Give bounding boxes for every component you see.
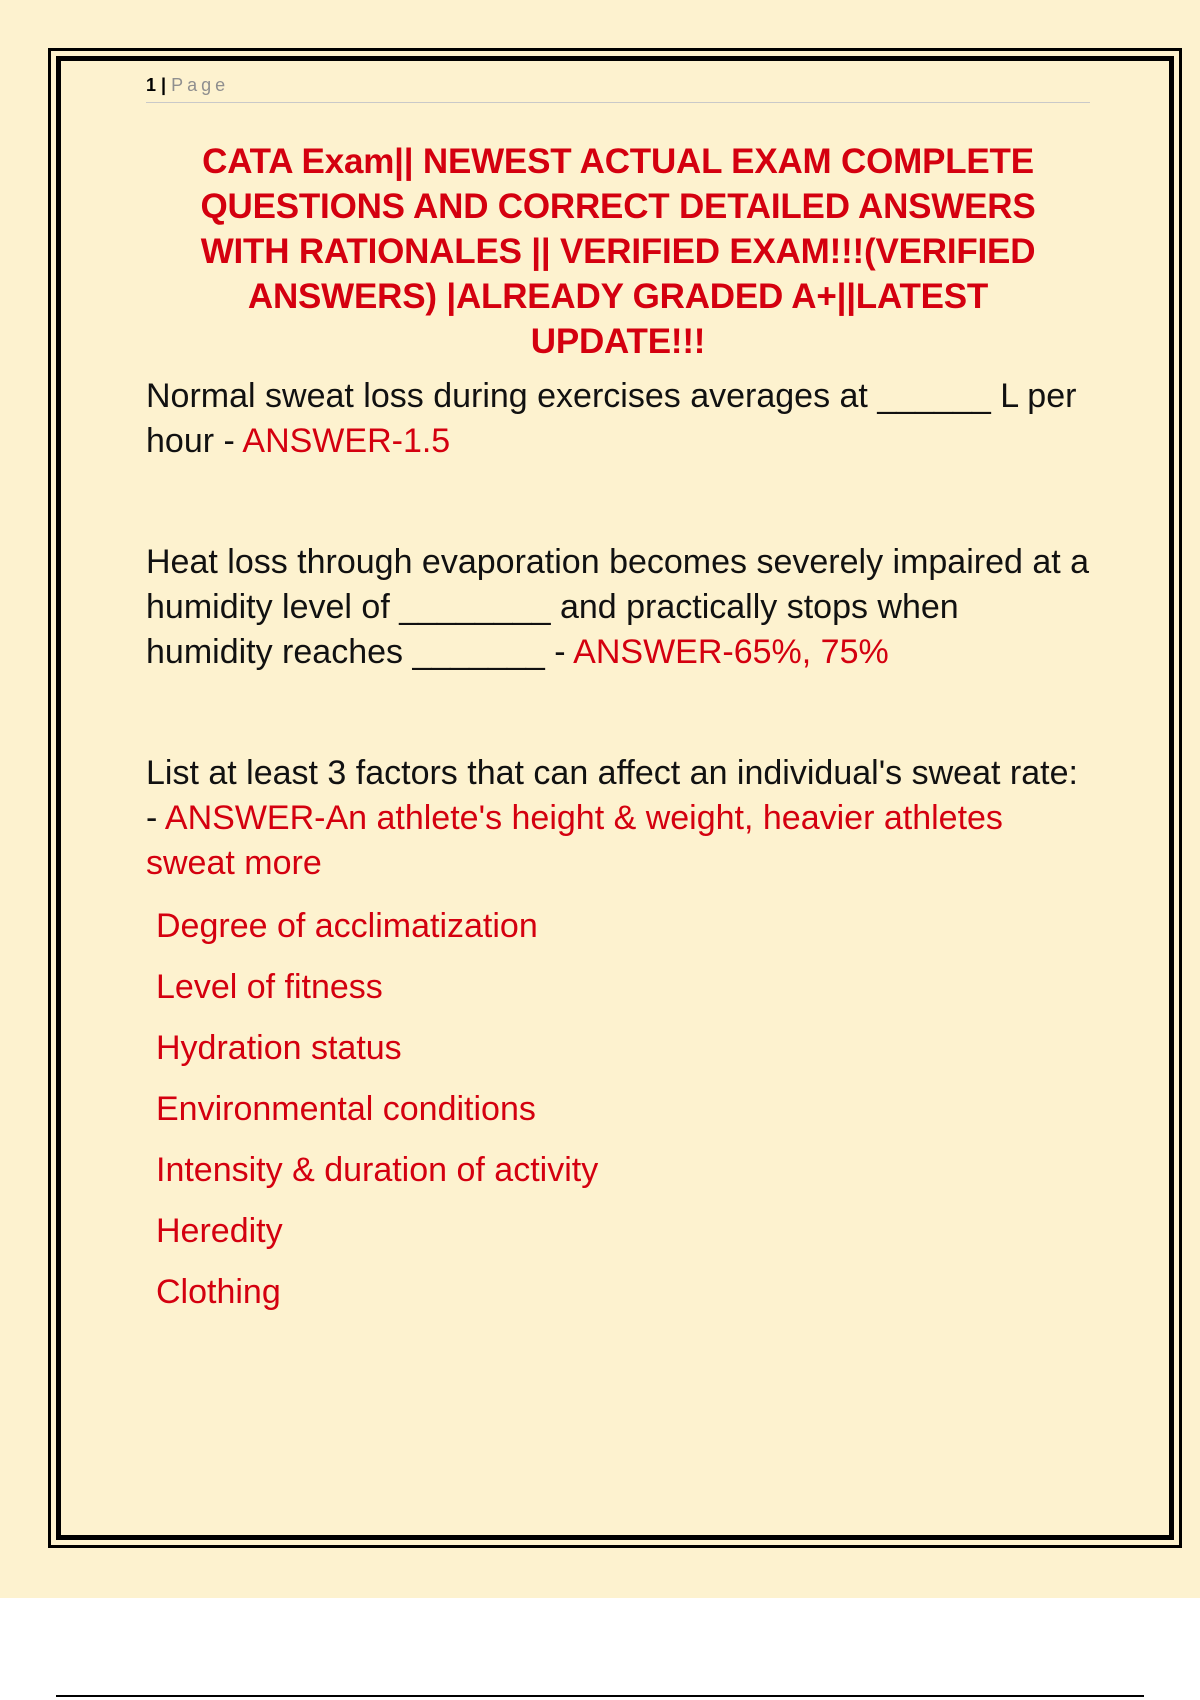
title-line: QUESTIONS AND CORRECT DETAILED ANSWERS <box>200 187 1036 226</box>
page-header <box>146 70 1090 103</box>
page-content <box>146 70 1090 1323</box>
question-block <box>146 751 1090 886</box>
footer-divider <box>56 1695 1144 1697</box>
question-text: Heat loss through evaporation becomes severely impaired at a humidity level of ________ and practically stops when humidity reaches _______ - <box>146 543 1090 671</box>
factor-item: Intensity & duration of activity <box>156 1151 599 1189</box>
page-number: 1 <box>146 75 158 95</box>
document-title <box>146 139 1090 364</box>
page-word: Page <box>171 75 230 95</box>
title-line: ANSWERS) |ALREADY GRADED A+||LATEST <box>247 277 989 316</box>
title-line: CATA Exam|| NEWEST ACTUAL EXAM COMPLETE <box>202 142 1034 181</box>
question-block <box>146 374 1090 464</box>
title-line: UPDATE!!! <box>530 322 706 361</box>
answer-text: ANSWER-An athlete's height & weight, heavier athletes sweat more <box>146 799 1003 882</box>
question-text: List at least 3 factors that can affect an individual's sweat rate: - <box>146 754 1078 837</box>
answer-text: ANSWER-65%, 75% <box>573 633 889 671</box>
factor-item: Clothing <box>156 1273 281 1311</box>
page-separator: | <box>161 75 168 95</box>
question-text: Normal sweat loss during exercises averages at ______ L per hour - <box>146 377 1077 460</box>
factor-item: Environmental conditions <box>156 1090 536 1128</box>
factor-list <box>156 896 1090 1323</box>
factor-item: Heredity <box>156 1212 283 1250</box>
factor-item: Degree of acclimatization <box>156 907 538 945</box>
factor-item: Level of fitness <box>156 968 383 1006</box>
answer-text: ANSWER-1.5 <box>242 422 451 460</box>
question-block <box>146 540 1090 675</box>
factor-item: Hydration status <box>156 1029 402 1067</box>
title-line: WITH RATIONALES || VERIFIED EXAM!!!(VERIFIED <box>200 232 1036 271</box>
